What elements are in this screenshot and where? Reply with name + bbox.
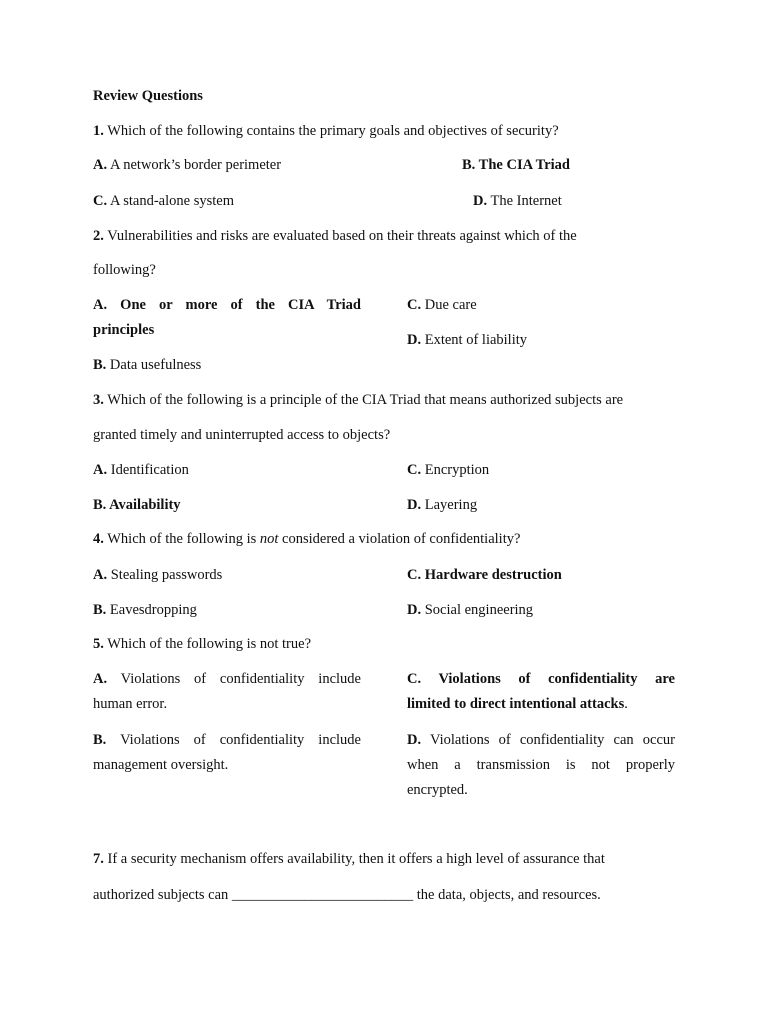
option-text-line-1: Violations of confidentiality include xyxy=(120,671,361,687)
question-text-line-2: following? xyxy=(93,262,156,278)
option-3b xyxy=(93,496,181,514)
question-text-post: the data, objects, and resources. xyxy=(413,887,601,903)
option-label: D. xyxy=(407,602,422,618)
option-text-line-2: principles xyxy=(93,322,155,338)
option-text-line-1: Violations of confidentiality can occur xyxy=(429,732,675,748)
option-text-line-1: Violations of confidentiality are xyxy=(438,671,675,687)
option-1c xyxy=(93,192,234,210)
option-1d xyxy=(473,192,562,210)
question-text-post: considered a violation of confidentiality? xyxy=(278,531,521,547)
question-number: 2. xyxy=(93,228,104,244)
question-number: 1. xyxy=(93,123,104,139)
option-label: D. xyxy=(407,497,422,513)
question-text-line-1: Vulnerabilities and risks are evaluated based on their threats against which of the xyxy=(107,228,577,244)
option-label: B. xyxy=(93,602,107,618)
option-text: Stealing passwords xyxy=(110,567,223,583)
option-2c xyxy=(407,296,477,314)
question-text-line-1: Which of the following is a principle of the CIA Triad that means authorized subjects are xyxy=(107,392,624,408)
question-number: 5. xyxy=(93,636,104,652)
option-text-tail: . xyxy=(624,696,628,712)
option-3c xyxy=(407,461,489,479)
fill-in-blank: _________________________ xyxy=(231,887,414,903)
option-text: The CIA Triad xyxy=(478,157,570,173)
question-4 xyxy=(93,530,520,548)
question-text-pre: Which of the following is xyxy=(107,531,260,547)
option-3d xyxy=(407,496,477,514)
option-1b xyxy=(462,156,570,174)
option-label: A. xyxy=(93,671,108,687)
option-text: A network’s border perimeter xyxy=(109,157,282,173)
option-text: Layering xyxy=(424,497,478,513)
option-label: C. xyxy=(93,193,108,209)
option-text-line-2: human error. xyxy=(93,696,168,712)
option-text: The Internet xyxy=(490,193,562,209)
question-text-line-1: If a security mechanism offers availability, then it offers a high level of assurance that xyxy=(107,851,605,867)
question-2 xyxy=(93,227,577,245)
option-3a xyxy=(93,461,189,479)
question-text-pre: authorized subjects can xyxy=(93,887,232,903)
option-label: A. xyxy=(93,567,108,583)
option-4d xyxy=(407,601,533,619)
option-5b xyxy=(93,731,361,749)
option-label: C. xyxy=(407,297,422,313)
option-2d xyxy=(407,331,527,349)
option-label: D. xyxy=(407,732,422,748)
option-text: Social engineering xyxy=(424,602,534,618)
option-label: B. xyxy=(93,497,107,513)
option-label: A. xyxy=(93,462,108,478)
option-text: Availability xyxy=(109,497,181,513)
question-text: Which of the following contains the primary goals and objectives of security? xyxy=(107,123,559,139)
question-1 xyxy=(93,122,559,140)
page-title: Review Questions xyxy=(93,88,203,104)
option-text-line-1: Violations of confidentiality include xyxy=(120,732,361,748)
option-4a xyxy=(93,566,222,584)
option-text: A stand-alone system xyxy=(109,193,234,209)
question-number: 7. xyxy=(93,851,104,867)
option-4c xyxy=(407,566,562,584)
option-2a xyxy=(93,296,361,314)
option-label: C. xyxy=(407,671,422,687)
option-text: Hardware destruction xyxy=(424,567,562,583)
option-label: C. xyxy=(407,462,422,478)
option-5c xyxy=(407,670,675,688)
option-label: B. xyxy=(462,157,476,173)
question-7-line-2 xyxy=(93,886,601,904)
question-number: 4. xyxy=(93,531,104,547)
option-text: Encryption xyxy=(424,462,490,478)
option-5d xyxy=(407,731,675,749)
option-1a xyxy=(93,156,281,174)
option-label: C. xyxy=(407,567,422,583)
option-text-line-3: encrypted. xyxy=(407,782,468,798)
option-text-line-2: management oversight. xyxy=(93,757,229,773)
option-text-line-1: One or more of the CIA Triad xyxy=(120,297,361,313)
option-text-line-2: when a transmission is not properly xyxy=(407,757,675,773)
question-text: Which of the following is not true? xyxy=(107,636,312,652)
option-text: Extent of liability xyxy=(424,332,528,348)
option-label: B. xyxy=(93,357,107,373)
question-text-emphasis: not xyxy=(259,531,279,547)
option-label: D. xyxy=(473,193,488,209)
option-text: Eavesdropping xyxy=(109,602,197,618)
option-text: Due care xyxy=(424,297,477,313)
question-3 xyxy=(93,391,623,409)
option-4b xyxy=(93,601,197,619)
option-text: Data usefulness xyxy=(109,357,202,373)
option-5a xyxy=(93,670,361,688)
option-label: D. xyxy=(407,332,422,348)
option-label: A. xyxy=(93,297,108,313)
question-text-line-2: granted timely and uninterrupted access to objects? xyxy=(93,427,391,443)
option-text: Identification xyxy=(110,462,189,478)
option-label: B. xyxy=(93,732,107,748)
option-label: A. xyxy=(93,157,108,173)
option-text-line-2: limited to direct intentional attacks xyxy=(407,696,625,712)
question-5 xyxy=(93,635,311,653)
question-number: 3. xyxy=(93,392,104,408)
option-5c-line-2 xyxy=(407,695,628,713)
question-7 xyxy=(93,850,605,868)
option-2b xyxy=(93,356,201,374)
